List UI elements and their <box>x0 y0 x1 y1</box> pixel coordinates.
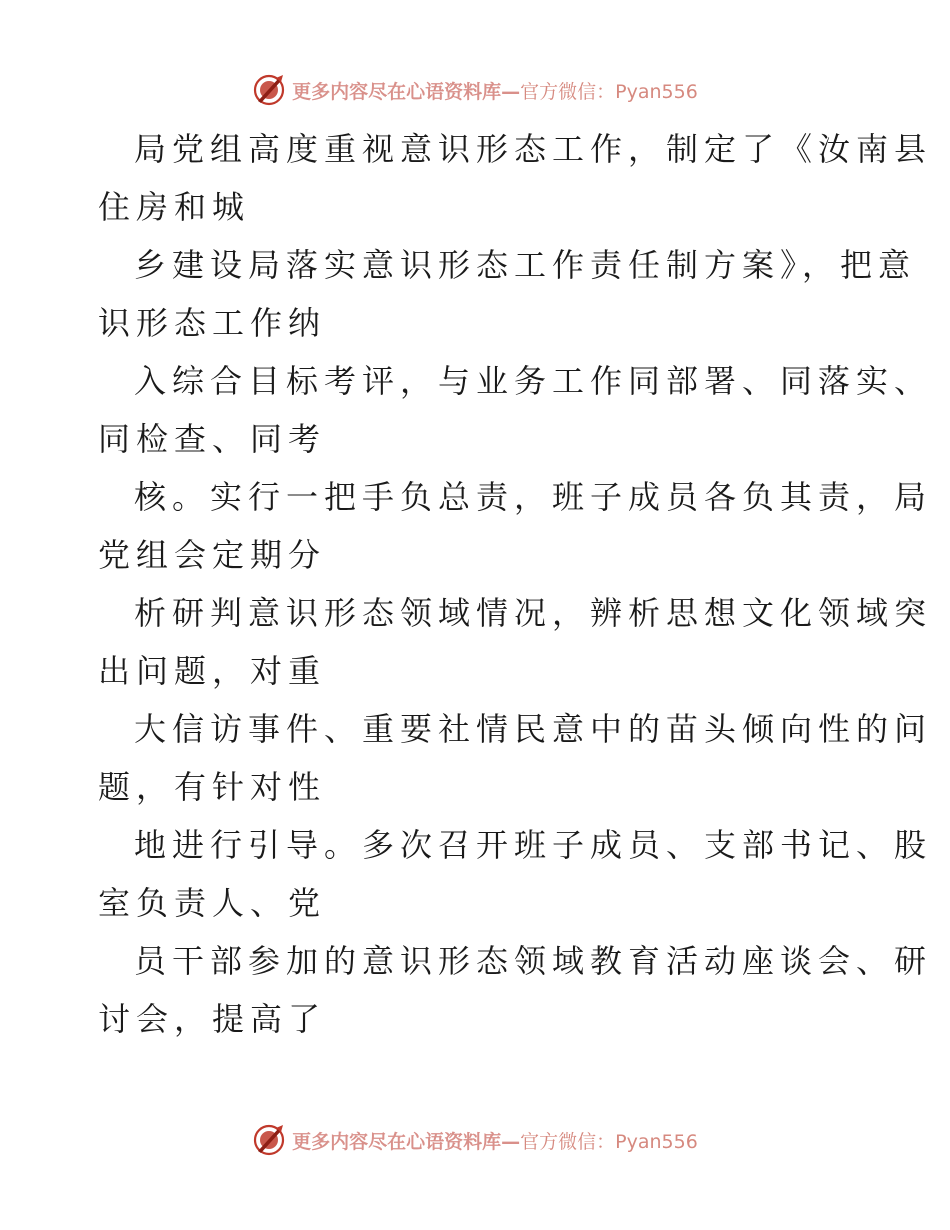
text-line: 识形态工作纳 <box>98 304 327 342</box>
text-line: 讨会，提高了 <box>98 1000 327 1038</box>
text-line: 室负责人、党 <box>98 884 327 922</box>
text-line: 同检查、同考 <box>98 420 327 458</box>
quill-pen-logo-icon <box>252 73 286 107</box>
text-line: 入综合目标考评，与业务工作同部署、同落实、 <box>134 362 933 400</box>
text-line: 核。实行一把手负总责，班子成员各负其责，局 <box>134 478 933 516</box>
text-line: 乡建设局落实意识形态工作责任制方案》，把意 <box>134 246 917 284</box>
text-line: 题，有针对性 <box>98 768 327 806</box>
quill-pen-logo-icon <box>252 1123 286 1157</box>
header-watermark-main: 更多内容尽在心语资料库— <box>292 80 521 103</box>
text-line: 出问题，对重 <box>98 652 327 690</box>
footer-watermark-text <box>292 1127 698 1154</box>
footer-watermark-main: 更多内容尽在心语资料库— <box>292 1130 521 1153</box>
text-line: 地进行引导。多次召开班子成员、支部书记、股 <box>134 826 933 864</box>
header-watermark-text <box>292 77 698 104</box>
text-line: 局党组高度重视意识形态工作，制定了《汝南县 <box>134 130 933 168</box>
footer-watermark-wechat: 官方微信：Pyan556 <box>520 1130 698 1153</box>
text-line: 党组会定期分 <box>98 536 327 574</box>
header-watermark-wechat: 官方微信：Pyan556 <box>520 80 698 103</box>
header-watermark <box>0 70 950 110</box>
footer-watermark <box>0 1120 950 1160</box>
document-body <box>98 120 933 1048</box>
text-line: 员干部参加的意识形态领域教育活动座谈会、研 <box>134 942 933 980</box>
text-line: 大信访事件、重要社情民意中的苗头倾向性的问 <box>134 710 933 748</box>
text-line: 析研判意识形态领域情况，辨析思想文化领域突 <box>134 594 933 632</box>
text-line: 住房和城 <box>98 188 251 226</box>
